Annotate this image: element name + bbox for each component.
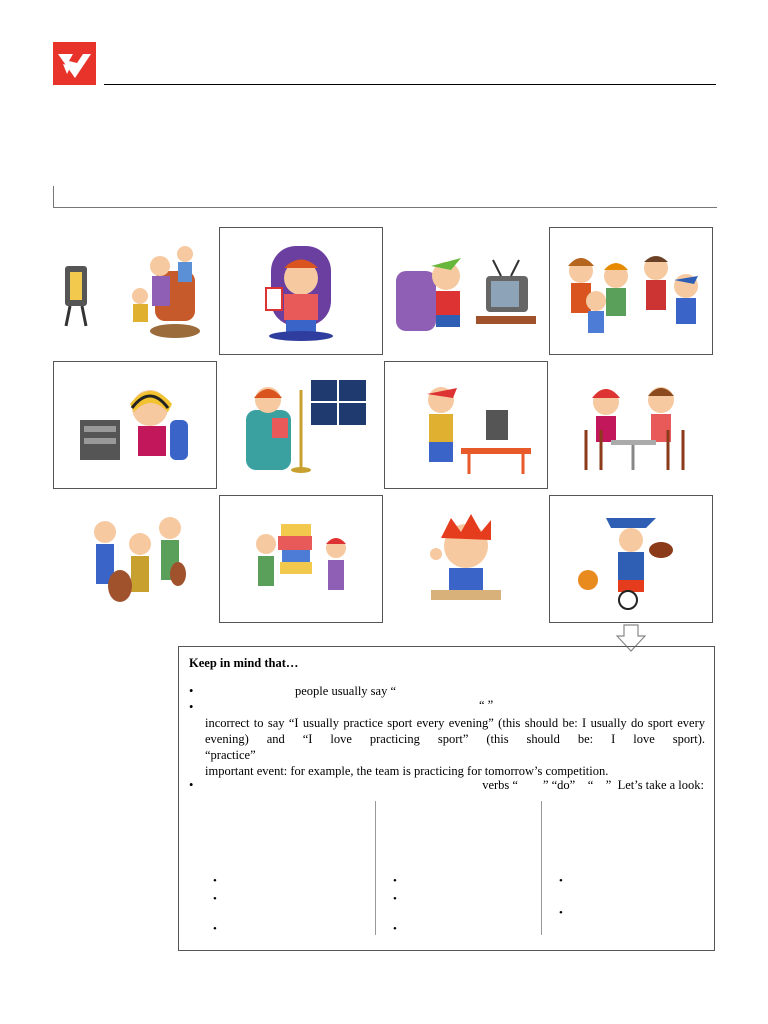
bullet-3-text: verbs “ ” “do” “ ” Let’s take a look: [482,778,704,792]
info-title: Keep in mind that… [189,656,299,670]
picture-men-playing-instruments [53,495,217,623]
column-bullet: • [393,875,397,887]
section-bar [53,186,717,208]
picture-family-watching-tv [53,227,217,355]
bullet-1-text: people usually say “ [295,684,397,698]
column-bullet: • [393,893,397,905]
column-divider [375,801,376,935]
header-rule [104,84,716,85]
picture-couple-shopping [219,495,383,623]
column-bullet: • [213,923,217,935]
bullet-2-text [205,715,705,779]
bullet-2-quotes: “ ” [479,698,494,712]
picture-woman-reading [219,361,383,489]
picture-group-of-kids [549,227,713,355]
picture-boy-watching-tv [384,227,548,355]
bullet-dot: • [189,700,194,714]
bullet-2-line-2: “practice” [205,748,256,762]
column-divider [541,801,542,935]
column-bullet: • [393,923,397,935]
picture-boy-using-computer [384,361,548,489]
column-bullet: • [213,893,217,905]
column-bullet: • [559,875,563,887]
picture-boy-studying [384,495,548,623]
publisher-logo [53,42,96,85]
keep-in-mind-box [178,646,715,951]
column-bullet: • [213,875,217,887]
bullet-dot: • [189,778,194,792]
picture-girl-listening-music [53,361,217,489]
picture-friends-at-cafe [549,361,713,489]
column-bullet: • [559,907,563,919]
picture-kid-eating-popcorn [219,227,383,355]
bullet-2-line-3: important event: for example, the team is practicing for tomorrow’s competition. [205,764,609,778]
bullet-dot: • [189,684,194,698]
picture-boy-playing-sports [549,495,713,623]
bullet-2-line-1: incorrect to say “I usually practice sport every evening” (this should be: I usually do sport every evening) and “I love practicing sport” (this should be: I love sport). [205,716,705,746]
